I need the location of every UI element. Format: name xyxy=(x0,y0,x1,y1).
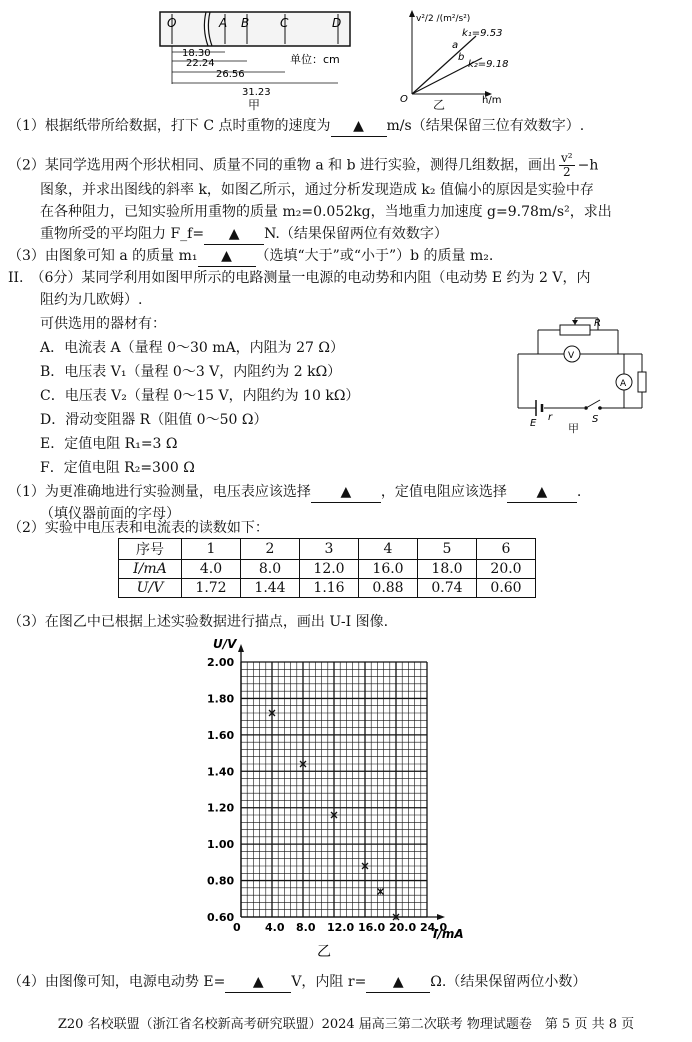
data-point xyxy=(378,889,384,895)
circuit-label-A: A xyxy=(620,379,627,389)
fig-jia-caption: 甲 xyxy=(248,98,261,112)
y-tick-label: 1.40 xyxy=(207,765,235,779)
q2-l1-post: −h xyxy=(577,157,599,174)
tape-dim-OB: 22.24 xyxy=(186,58,215,69)
p2q1-voltmeter-blank[interactable]: ▲ xyxy=(311,482,381,503)
x-tick-label: 24.0 xyxy=(420,921,448,934)
chart-xlabel: I/mA xyxy=(433,927,464,941)
v2h-origin: O xyxy=(400,94,408,105)
x-tick-label: 0 xyxy=(233,921,241,934)
table-cell: 3 xyxy=(300,539,359,560)
circuit-caption: 甲 xyxy=(568,422,579,435)
p2q2-line: （2）实验中电压表和电流表的读数如下： xyxy=(8,520,269,536)
circuit-diagram xyxy=(508,316,658,432)
item-D: D．滑动变阻器 R（阻值 0～50 Ω） xyxy=(40,412,268,428)
circuit-label-r: r xyxy=(548,412,553,423)
q1-line xyxy=(8,116,584,137)
table-cell: 0.88 xyxy=(359,579,418,598)
q2-fraction: $\frac{\text{v²}}{2}$ xyxy=(561,151,573,179)
table-cell: 6 xyxy=(477,539,536,560)
rheostat xyxy=(560,325,590,335)
p2q1-line: （1）为更准确地进行实验测量，电压表应该选择 ▲ ，定值电阻应该选择 ▲ . xyxy=(8,482,581,503)
q3-line: （3）由图象可知 a 的质量 m₁ ▲ （选填“大于”或“小于”）b 的质量 m₂. xyxy=(8,246,493,267)
q2-line2: 图象，并求出图线的斜率 k，如图乙所示，通过分析发现造成 k₂ 值偏小的原因是实验中存 xyxy=(40,182,594,198)
table-row xyxy=(119,539,536,560)
p2q4-r-blank[interactable]: ▲ xyxy=(366,972,430,993)
q1-pre: （1）根据纸带所给数据，打下 C 点时重物的速度为 xyxy=(8,118,331,134)
x-tick-label: 12.0 xyxy=(327,921,355,934)
table-cell: 1.16 xyxy=(300,579,359,598)
chart-ylabel: U/V xyxy=(213,637,237,651)
y-tick-label: 1.80 xyxy=(207,692,235,706)
q1-post: m/s（结果保留三位有效数字）. xyxy=(386,118,585,134)
table-cell: 0.60 xyxy=(477,579,536,598)
fixed-resistor xyxy=(638,372,646,392)
q2-line4: 重物所受的平均阻力 F_f= ▲ N.（结果保留两位有效数字） xyxy=(40,224,448,245)
circuit-label-R: R xyxy=(594,318,601,329)
table-cell: 8.0 xyxy=(241,560,300,579)
y-tick-label: 0.80 xyxy=(207,874,235,888)
item-C: C．电压表 V₂（量程 0～15 V，内阻约为 10 kΩ） xyxy=(40,388,360,404)
part2-line2: 阻约为几欧姆）. xyxy=(40,292,143,308)
p2q1-resistor-blank[interactable]: ▲ xyxy=(507,482,577,503)
v2h-b: b xyxy=(458,52,465,63)
y-tick-label: 0.60 xyxy=(207,911,235,924)
item-A: A．电流表 A（量程 0～30 mA，内阻为 27 Ω） xyxy=(40,340,345,356)
tape-point-C: C xyxy=(280,16,289,30)
table-cell: 12.0 xyxy=(300,560,359,579)
part2-line3: 可供选用的器材有： xyxy=(40,316,166,332)
y-tick-label: 2.00 xyxy=(207,656,235,669)
page-footer: Z20 名校联盟（浙江省名校新高考研究联盟）2024 届高三第二次联考 物理试题卷 第 5 页 共 8 页 xyxy=(57,1017,635,1032)
v2h-graph xyxy=(398,6,518,106)
q2-line1 xyxy=(8,152,598,179)
fig-yi-caption: 乙 xyxy=(433,98,446,112)
x-tick-label: 4.0 xyxy=(265,921,285,934)
tape-figure xyxy=(150,8,390,96)
line-a xyxy=(412,36,476,94)
y-axis-arrow xyxy=(238,644,244,652)
table-cell: 1.44 xyxy=(241,579,300,598)
table-cell: 20.0 xyxy=(477,560,536,579)
ui-chart xyxy=(205,636,475,958)
table-cell: 4.0 xyxy=(182,560,241,579)
data-table xyxy=(118,538,536,598)
y-tick-label: 1.60 xyxy=(207,728,235,742)
tape-dim-OD: 31.23 xyxy=(242,87,271,96)
x-tick-label: 8.0 xyxy=(296,921,316,934)
y-tick-label: 1.20 xyxy=(207,801,235,815)
table-row xyxy=(119,579,536,598)
p2q1-line2: （填仪器前面的字母） xyxy=(40,506,180,522)
p2q4-line: （4）由图像可知，电源电动势 E= ▲ V，内阻 r= ▲ Ω.（结果保留两位小数） xyxy=(8,972,586,993)
table-cell: 0.74 xyxy=(418,579,477,598)
y-tick-label: 1.00 xyxy=(207,838,235,852)
v2h-ylabel: v²/2 /(m²/s²) xyxy=(416,14,471,24)
q2-answer-blank[interactable]: ▲ xyxy=(204,224,264,245)
part2-line1: II. （6分）某同学利用如图甲所示的电路测量一电源的电动势和内阻（电动势 E 约为 2 V，内 xyxy=(8,270,591,286)
v2h-k2: k₂=9.18 xyxy=(468,59,509,70)
q2-l1-pre: （2）某同学选用两个形状相同、质量不同的重物 a 和 b 进行实验，测得几组数据，画出 xyxy=(8,157,557,174)
table-row xyxy=(119,560,536,579)
table-head-label: 序号 xyxy=(119,539,182,560)
table-cell: 5 xyxy=(418,539,477,560)
item-B: B．电压表 V₁（量程 0～3 V，内阻约为 2 kΩ） xyxy=(40,364,342,380)
tape-point-A: A xyxy=(219,16,228,30)
p2q3-line: （3）在图乙中已根据上述实验数据进行描点，画出 U-I 图像. xyxy=(8,614,389,630)
item-F: F．定值电阻 R₂=300 Ω xyxy=(40,460,195,476)
circuit-label-E: E xyxy=(530,418,537,429)
x-axis-arrow xyxy=(437,914,445,920)
chart-caption: 乙 xyxy=(317,944,331,958)
tape-dim-OC: 26.56 xyxy=(216,69,245,80)
v2h-xlabel: h/m xyxy=(482,95,502,106)
q1-answer-blank[interactable]: ▲ xyxy=(331,116,387,137)
table-cell: 18.0 xyxy=(418,560,477,579)
tape-strip xyxy=(160,12,350,46)
v2h-a: a xyxy=(452,40,459,51)
tape-unit: 单位：cm xyxy=(290,53,340,66)
table-u-label: U/V xyxy=(119,579,182,598)
circuit-label-S: S xyxy=(592,414,599,425)
switch-lever xyxy=(586,400,600,408)
table-cell: 4 xyxy=(359,539,418,560)
x-tick-label: 16.0 xyxy=(358,921,386,934)
table-cell: 1 xyxy=(182,539,241,560)
item-E: E．定值电阻 R₁=3 Ω xyxy=(40,436,178,452)
chart-grid xyxy=(238,644,445,920)
table-cell: 2 xyxy=(241,539,300,560)
v2h-k1: k₁=9.53 xyxy=(462,28,503,39)
table-i-label: I/mA xyxy=(119,560,182,579)
circuit-label-V: V xyxy=(568,351,575,361)
table-cell: 1.72 xyxy=(182,579,241,598)
tape-point-D: D xyxy=(332,16,342,30)
tape-dim-OA: 18.30 xyxy=(182,48,211,59)
q2-line3: 在各种阻力，已知实验所用重物的质量 m₂=0.052kg，当地重力加速度 g=9.78m/s²，求出 xyxy=(40,204,612,220)
table-cell: 16.0 xyxy=(359,560,418,579)
x-tick-label: 20.0 xyxy=(389,921,417,934)
tape-point-O: O xyxy=(167,16,177,30)
tape-point-B: B xyxy=(241,16,250,30)
q3-answer-blank[interactable]: ▲ xyxy=(198,246,256,267)
p2q4-emf-blank[interactable]: ▲ xyxy=(225,972,291,993)
